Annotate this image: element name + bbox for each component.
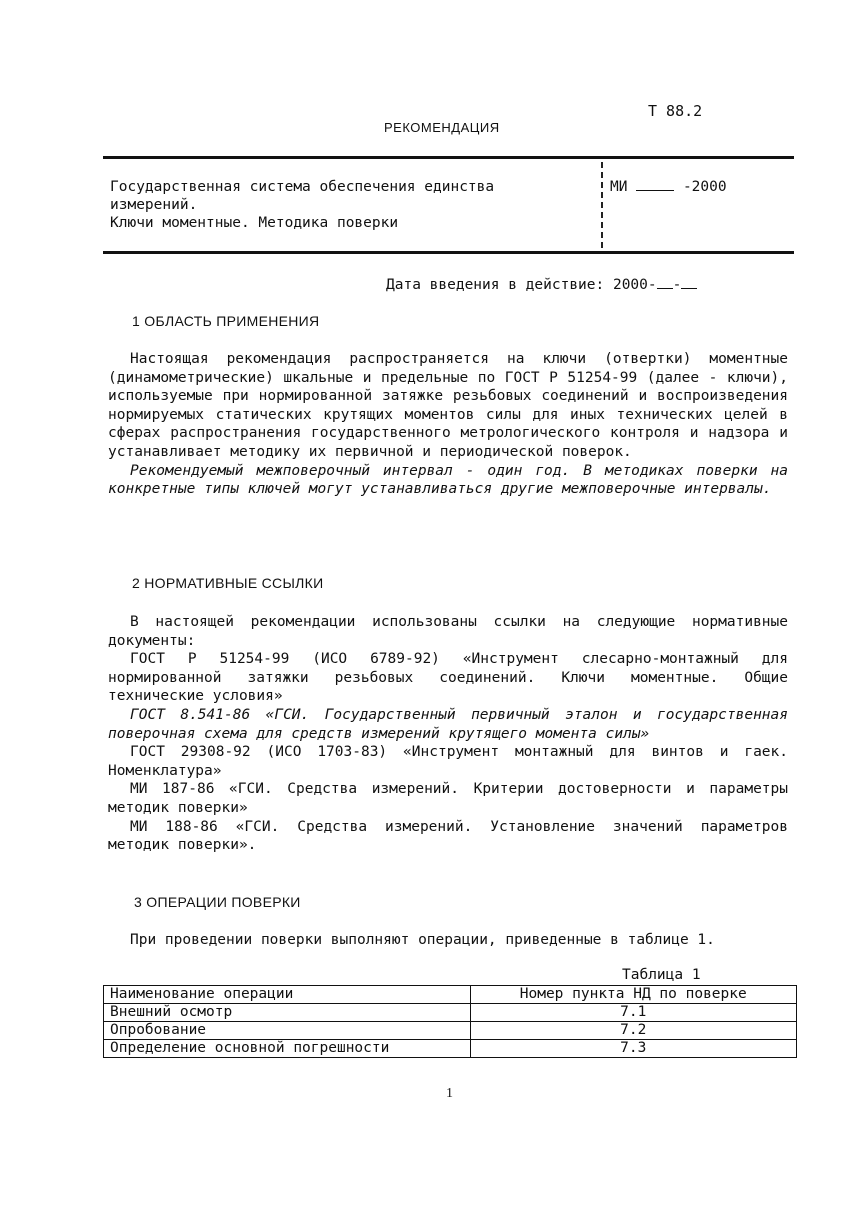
section-1-body xyxy=(108,350,788,499)
section-3-heading: 3 ОПЕРАЦИИ ПОВЕРКИ xyxy=(134,894,301,910)
reference-item: ГОСТ 29308-92 (ИСО 1703-83) «Инструмент монтажный для винтов и гаек. Номенклатура» xyxy=(108,744,788,779)
document-number-suffix: -2000 xyxy=(682,179,727,195)
table-cell: 7.1 xyxy=(470,1004,797,1022)
date-month-blank xyxy=(657,276,673,289)
header-divider xyxy=(601,162,603,248)
table-cell: Опробование xyxy=(104,1022,471,1040)
table-header-cell: Номер пункта НД по поверке xyxy=(470,986,797,1004)
table-row xyxy=(104,1022,797,1040)
reference-item: ГОСТ Р 51254-99 (ИСО 6789-92) «Инструмент слесарно-монтажный для нормированной затяжки резьбовых соединений. Ключи моментные. Общие технические условия» xyxy=(108,651,788,705)
paragraph: Настоящая рекомендация распространяется на ключи (отвертки) моментные (динамометрические) шкальные и предельные по ГОСТ Р 51254-99 (далее - ключи), используемые при нормированной затяжке резьбовых соединений и воспроизведения нормируемых статических крутящих моментов силы для иных технических целей в сферах распространения государственного метрологического контроля и надзора и устанавливает методику их первичной и периодической поверок. xyxy=(108,351,788,460)
table-row xyxy=(104,1004,797,1022)
paragraph: При проведении поверки выполняют операции, приведенные в таблице 1. xyxy=(130,932,715,948)
date-day-blank xyxy=(681,276,697,289)
paragraph: Рекомендуемый межповерочный интервал - один год. В методиках поверки на конкретные типы ключей могут устанавливаться другие межповерочные интервалы. xyxy=(108,462,788,498)
effective-date xyxy=(386,276,697,293)
effective-date-label: Дата введения в действие: 2000- xyxy=(386,277,657,293)
table-cell: Определение основной погрешности xyxy=(104,1040,471,1058)
document-title-line: измерений. xyxy=(110,197,198,213)
table-row xyxy=(104,1040,797,1058)
section-1-heading: 1 ОБЛАСТЬ ПРИМЕНЕНИЯ xyxy=(132,313,320,329)
document-number xyxy=(610,178,727,195)
table-cell: 7.3 xyxy=(470,1040,797,1058)
section-3-body xyxy=(108,931,788,950)
table-header-row xyxy=(104,986,797,1004)
document-title-line: Ключи моментные. Методика поверки xyxy=(110,215,399,231)
table-header-cell: Наименование операции xyxy=(104,986,471,1004)
reference-item: ГОСТ 8.541-86 «ГСИ. Государственный первичный эталон и государственная поверочная схема для средств измерений крутящего момента силы» xyxy=(108,706,788,742)
date-separator: - xyxy=(672,277,682,293)
table-cell: Внешний осмотр xyxy=(104,1004,471,1022)
document-number-blank xyxy=(636,178,674,191)
paragraph: В настоящей рекомендации использованы ссылки на следующие нормативные документы: xyxy=(108,614,788,649)
section-2-heading: 2 НОРМАТИВНЫЕ ССЫЛКИ xyxy=(132,575,324,591)
page-number: 1 xyxy=(446,1086,453,1101)
table-caption: Таблица 1 xyxy=(622,967,701,983)
reference-item: МИ 188-86 «ГСИ. Средства измерений. Установление значений параметров методик поверки». xyxy=(108,818,788,854)
document-number-prefix: МИ xyxy=(610,179,628,195)
top-rule xyxy=(103,156,794,159)
section-2-body xyxy=(108,613,788,855)
document-code: Т 88.2 xyxy=(648,102,703,120)
document-title-line: Государственная система обеспечения единства xyxy=(110,179,495,195)
document-title-block xyxy=(110,178,590,232)
bottom-rule xyxy=(103,251,794,254)
document-type-title: РЕКОМЕНДАЦИЯ xyxy=(384,120,500,135)
reference-item: МИ 187-86 «ГСИ. Средства измерений. Критерии достоверности и параметры методик поверки» xyxy=(108,781,788,816)
table-cell: 7.2 xyxy=(470,1022,797,1040)
operations-table xyxy=(103,985,797,1058)
